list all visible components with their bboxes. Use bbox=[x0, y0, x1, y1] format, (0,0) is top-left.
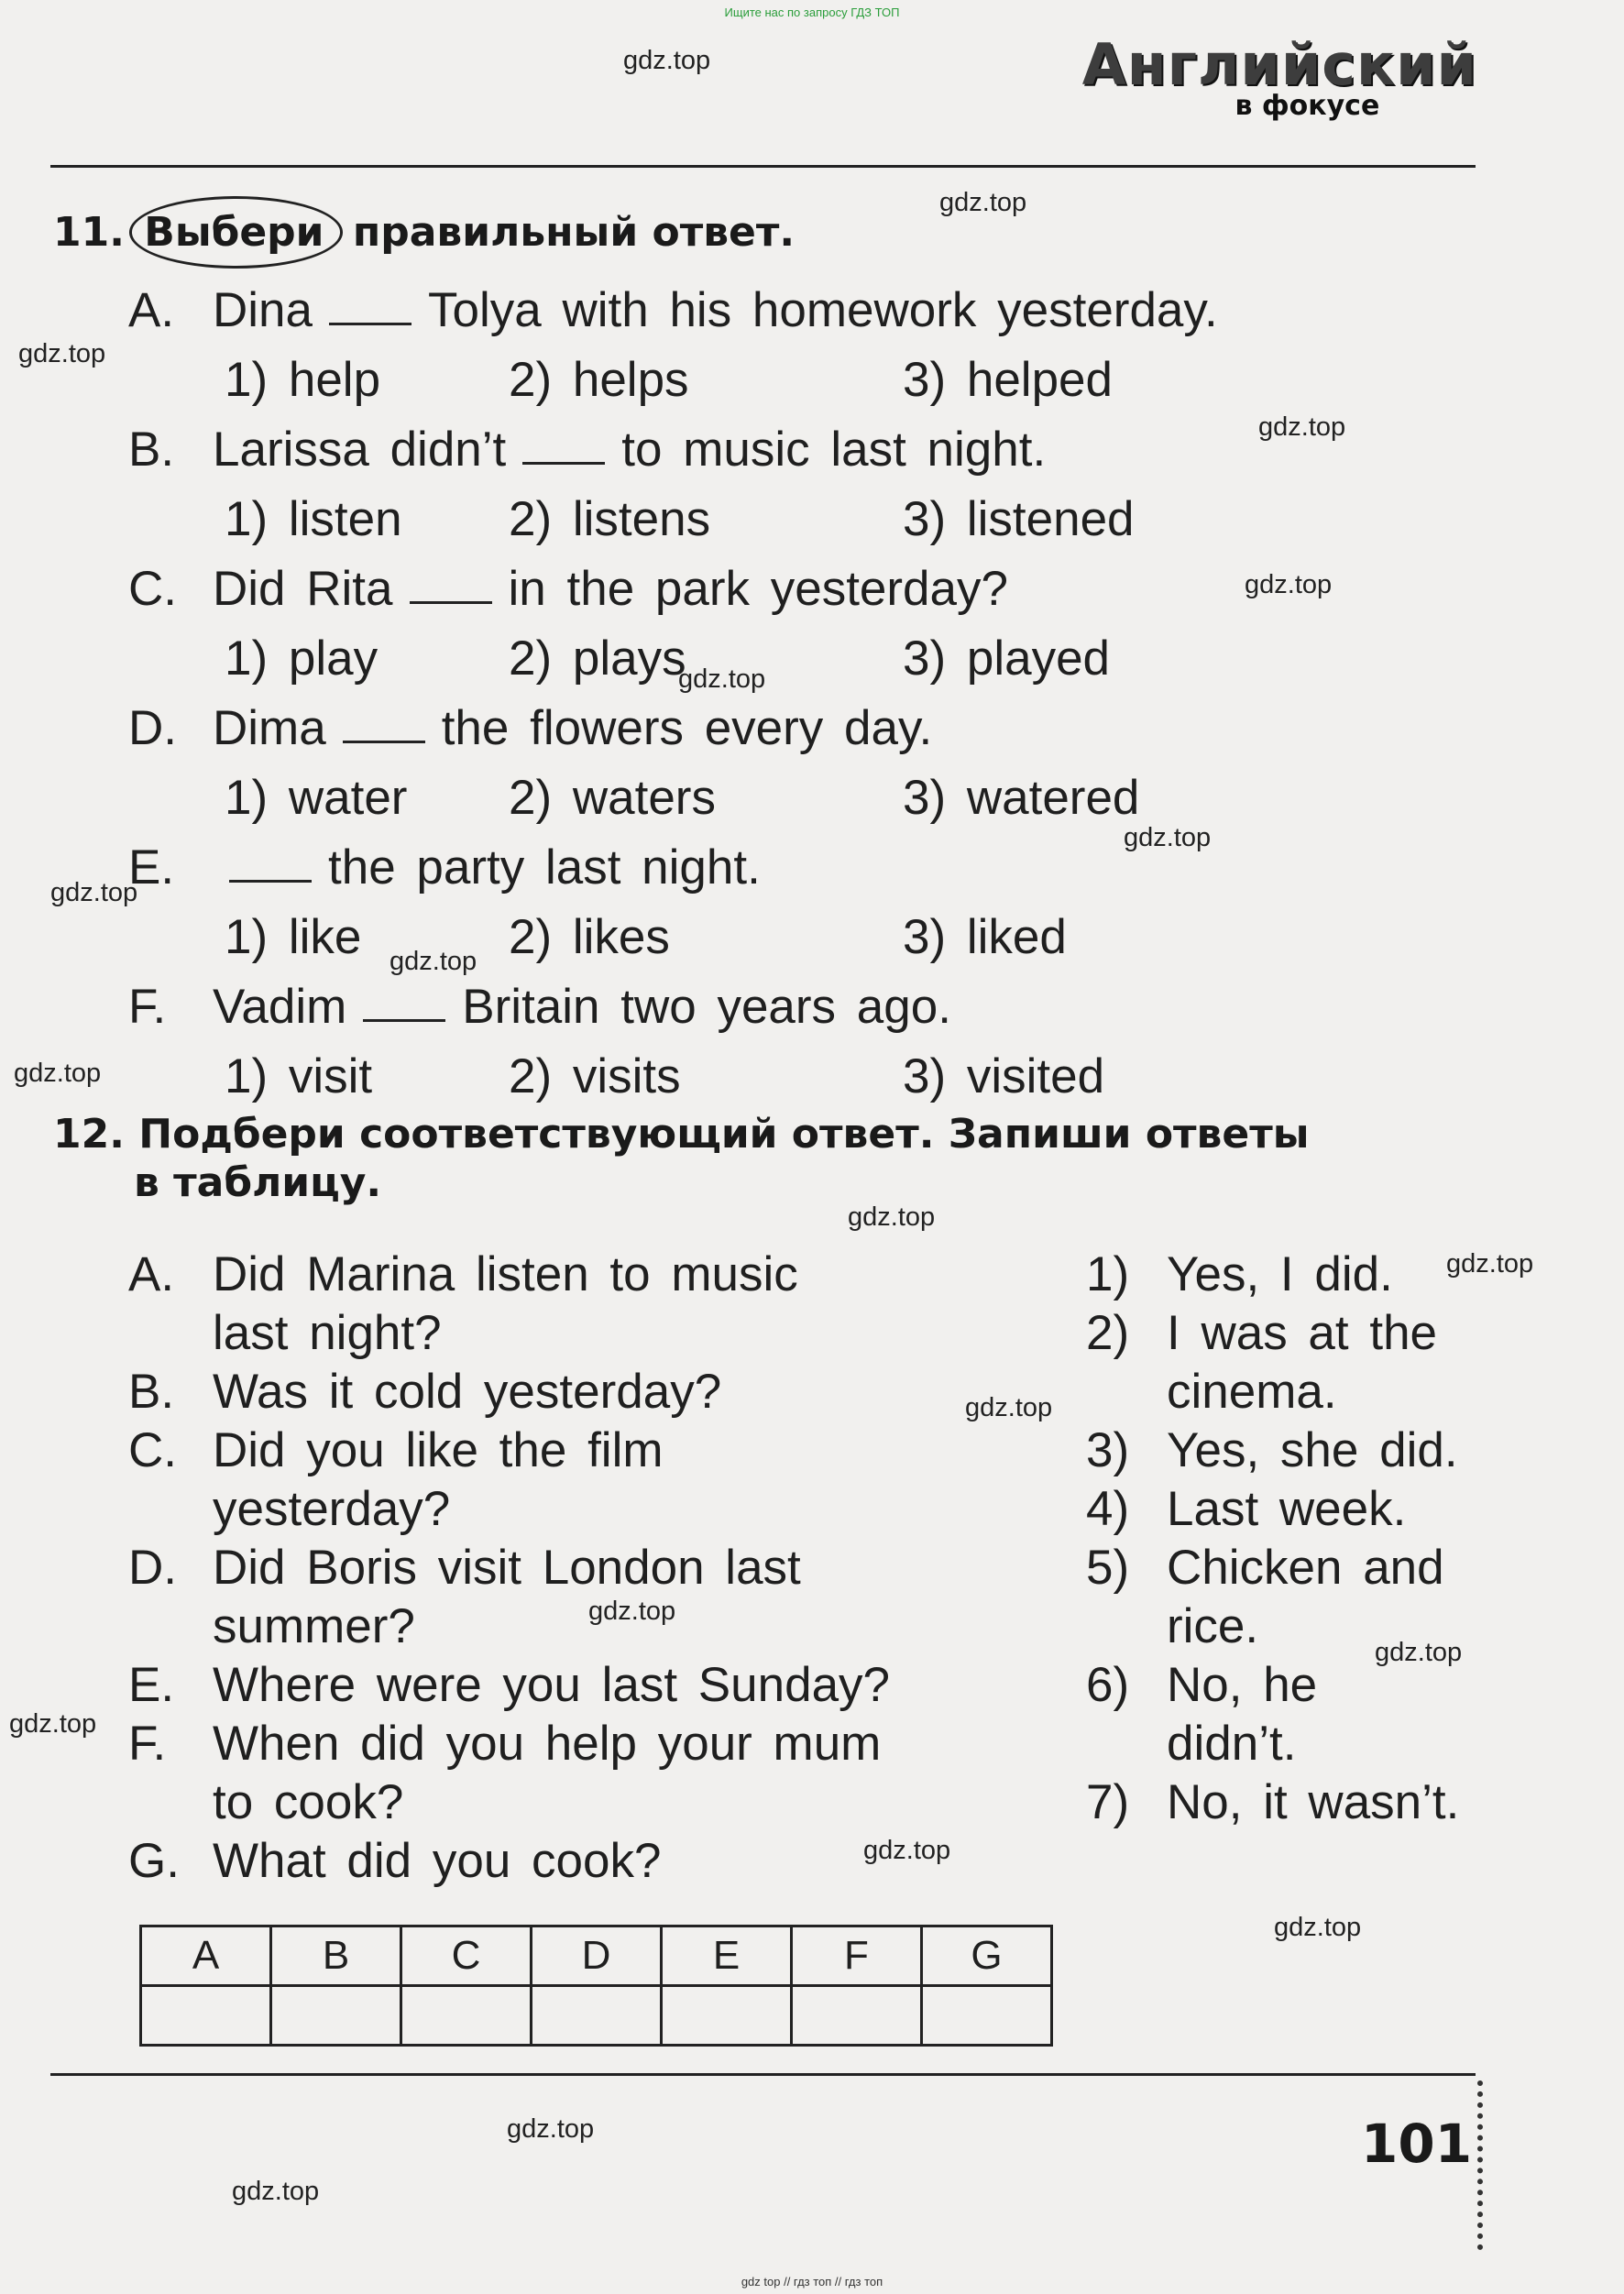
item-letter: B. bbox=[128, 1364, 175, 1419]
task-12-title bbox=[53, 1111, 1310, 1208]
watermark: gdz.top bbox=[507, 2114, 595, 2144]
answer-line bbox=[1086, 1362, 1459, 1421]
page-edge-dots bbox=[1477, 2080, 1488, 2250]
answer-text: No, he bbox=[1167, 1657, 1318, 1712]
answer-blank bbox=[343, 713, 425, 743]
answer-number: 4) bbox=[1086, 1481, 1130, 1536]
question-text-after: to music last night. bbox=[621, 422, 1047, 477]
page-number: 101 bbox=[1361, 2113, 1473, 2175]
task-instruction: правильный ответ. bbox=[352, 209, 796, 256]
question-text-before: Did Rita bbox=[213, 561, 393, 616]
table-header-cell: B bbox=[271, 1926, 401, 1986]
table-header-cell: E bbox=[662, 1926, 792, 1986]
question-text: When did you help your mum bbox=[213, 1716, 882, 1771]
question-text-after: the party last night. bbox=[328, 840, 761, 895]
answer-blank bbox=[229, 852, 312, 883]
watermark: gdz.top bbox=[939, 188, 1027, 217]
question-text: yesterday? bbox=[213, 1481, 451, 1536]
option: 2) likes bbox=[509, 909, 670, 964]
answer-text: rice. bbox=[1167, 1598, 1259, 1653]
logo-subtitle: в фокусе bbox=[1234, 90, 1380, 122]
answer-line bbox=[1086, 1303, 1459, 1362]
question-line bbox=[128, 971, 1485, 1041]
task-number: 12. bbox=[53, 1111, 125, 1158]
question-line bbox=[128, 693, 1485, 763]
answer-line bbox=[1086, 1773, 1459, 1831]
item-letter: D. bbox=[128, 1540, 177, 1595]
question-text-before: Larissa didn’t bbox=[213, 422, 507, 477]
table-answer-cell bbox=[532, 1986, 662, 2046]
table-answer-cell bbox=[271, 1986, 401, 2046]
bottom-note: gdz top // гдз топ // гдз топ bbox=[741, 2275, 883, 2289]
watermark: gdz.top bbox=[14, 1059, 102, 1088]
question-line bbox=[128, 1773, 890, 1831]
footer-rule bbox=[50, 2073, 1476, 2076]
watermark: gdz.top bbox=[1124, 823, 1212, 852]
table-header-cell: A bbox=[141, 1926, 271, 1986]
answer-text: cinema. bbox=[1167, 1364, 1337, 1419]
item-letter: A. bbox=[128, 282, 175, 337]
option: 3) played bbox=[903, 631, 1111, 686]
item-letter: F. bbox=[128, 979, 167, 1034]
option: 2) plays bbox=[509, 631, 686, 686]
answer-text: Chicken and bbox=[1167, 1540, 1444, 1595]
question-text: Where were you last Sunday? bbox=[213, 1657, 891, 1712]
options-line bbox=[128, 1041, 1485, 1111]
option: 3) listened bbox=[903, 491, 1135, 546]
question-line bbox=[128, 1245, 890, 1303]
option: 3) visited bbox=[903, 1048, 1105, 1103]
option: 1) water bbox=[225, 770, 408, 825]
options-line bbox=[128, 623, 1485, 693]
item-letter: B. bbox=[128, 422, 175, 477]
watermark: gdz.top bbox=[1375, 1638, 1463, 1667]
option: 3) helped bbox=[903, 352, 1114, 407]
answer-line bbox=[1086, 1421, 1459, 1479]
watermark: gdz.top bbox=[863, 1836, 951, 1865]
question-text-before: Vadim bbox=[213, 979, 347, 1034]
question-text: Did you like the film bbox=[213, 1422, 664, 1477]
question-line bbox=[128, 1714, 890, 1773]
option: 2) visits bbox=[509, 1048, 681, 1103]
answer-line bbox=[1086, 1245, 1459, 1303]
question-text-before: Dina bbox=[213, 282, 313, 337]
watermark: gdz.top bbox=[9, 1709, 97, 1739]
top-note: Ищите нас по запросу ГДЗ ТОП bbox=[724, 5, 900, 19]
item-letter: G. bbox=[128, 1833, 180, 1888]
watermark: gdz.top bbox=[678, 664, 766, 694]
watermark: gdz.top bbox=[848, 1202, 936, 1232]
table-header-cell: G bbox=[922, 1926, 1052, 1986]
question-text-after: in the park yesterday? bbox=[508, 561, 1008, 616]
item-letter: F. bbox=[128, 1716, 167, 1771]
options-line bbox=[128, 902, 1485, 971]
question-line bbox=[128, 1831, 890, 1890]
question-text-before: Dima bbox=[213, 700, 326, 755]
task-instruction-cont: в таблицу. bbox=[134, 1158, 382, 1206]
answer-text: I was at the bbox=[1167, 1305, 1438, 1360]
task-instruction: Подбери соответствующий ответ. Запиши ответы bbox=[138, 1111, 1310, 1158]
watermark: gdz.top bbox=[1446, 1249, 1534, 1279]
circled-word-oval bbox=[129, 196, 342, 269]
watermark: gdz.top bbox=[965, 1393, 1053, 1422]
logo bbox=[1081, 31, 1477, 122]
watermark: gdz.top bbox=[588, 1597, 676, 1626]
question-line bbox=[128, 1479, 890, 1538]
option: 3) watered bbox=[903, 770, 1140, 825]
question-line bbox=[128, 1655, 890, 1714]
option: 2) listens bbox=[509, 491, 711, 546]
question-text: Was it cold yesterday? bbox=[213, 1364, 722, 1419]
option: 1) visit bbox=[225, 1048, 373, 1103]
item-letter: E. bbox=[128, 1657, 175, 1712]
question-line bbox=[128, 1421, 890, 1479]
question-text-after: Tolya with his homework yesterday. bbox=[428, 282, 1218, 337]
option: 1) help bbox=[225, 352, 381, 407]
table-header-cell: C bbox=[401, 1926, 532, 1986]
option: 1) like bbox=[225, 909, 362, 964]
watermark: gdz.top bbox=[390, 947, 477, 976]
question-line bbox=[128, 1362, 890, 1421]
question-line bbox=[128, 1303, 890, 1362]
option: 1) listen bbox=[225, 491, 402, 546]
answer-text: Yes, she did. bbox=[1167, 1422, 1458, 1477]
option: 2) waters bbox=[509, 770, 716, 825]
answer-line bbox=[1086, 1714, 1459, 1773]
table-header-cell: D bbox=[532, 1926, 662, 1986]
question-text: Did Marina listen to music bbox=[213, 1246, 798, 1301]
item-letter: D. bbox=[128, 700, 177, 755]
watermark: gdz.top bbox=[1258, 412, 1346, 442]
task-number: 11. bbox=[53, 209, 125, 256]
watermark: gdz.top bbox=[1245, 570, 1333, 599]
answer-text: didn’t. bbox=[1167, 1716, 1297, 1771]
option: 2) helps bbox=[509, 352, 689, 407]
table-answer-cell bbox=[662, 1986, 792, 2046]
circled-word: Выбери bbox=[144, 209, 324, 256]
item-letter: C. bbox=[128, 561, 177, 616]
watermark: gdz.top bbox=[623, 46, 711, 75]
task-11-title bbox=[53, 209, 795, 258]
question-text-after: Britain two years ago. bbox=[462, 979, 951, 1034]
answer-number: 5) bbox=[1086, 1540, 1130, 1595]
question-text: to cook? bbox=[213, 1774, 404, 1829]
answer-number: 6) bbox=[1086, 1657, 1130, 1712]
answer-number: 1) bbox=[1086, 1246, 1130, 1301]
option: 3) liked bbox=[903, 909, 1067, 964]
options-line bbox=[128, 345, 1485, 414]
header-rule bbox=[50, 165, 1476, 168]
item-letter: C. bbox=[128, 1422, 177, 1477]
task-11-items bbox=[128, 275, 1485, 1111]
table-answer-cell bbox=[922, 1986, 1052, 2046]
question-line bbox=[128, 275, 1485, 345]
question-text: Did Boris visit London last bbox=[213, 1540, 801, 1595]
answer-blank bbox=[329, 295, 411, 325]
option: 1) play bbox=[225, 631, 379, 686]
table-answer-cell bbox=[792, 1986, 922, 2046]
task-12-answers bbox=[1086, 1245, 1459, 1831]
question-line bbox=[128, 1538, 890, 1597]
question-text: What did you cook? bbox=[213, 1833, 662, 1888]
table-answer-cell bbox=[141, 1986, 271, 2046]
question-text-after: the flowers every day. bbox=[441, 700, 933, 755]
task-12-questions bbox=[128, 1245, 890, 1890]
answer-blank bbox=[410, 574, 492, 604]
table-answer-cell bbox=[401, 1986, 532, 2046]
watermark: gdz.top bbox=[50, 878, 138, 907]
options-line bbox=[128, 484, 1485, 554]
answer-table bbox=[139, 1925, 1053, 2047]
answer-text: No, it wasn’t. bbox=[1167, 1774, 1460, 1829]
options-line bbox=[128, 763, 1485, 832]
question-text: summer? bbox=[213, 1598, 415, 1653]
answer-text: Last week. bbox=[1167, 1481, 1407, 1536]
question-line bbox=[128, 1597, 890, 1655]
item-letter: A. bbox=[128, 1246, 175, 1301]
item-letter: E. bbox=[128, 840, 175, 895]
question-line bbox=[128, 832, 1485, 902]
answer-number: 7) bbox=[1086, 1774, 1130, 1829]
watermark: gdz.top bbox=[18, 339, 106, 368]
answer-line bbox=[1086, 1538, 1459, 1597]
logo-title: Английский bbox=[1081, 31, 1477, 98]
table-header-cell: F bbox=[792, 1926, 922, 1986]
watermark: gdz.top bbox=[1274, 1913, 1362, 1942]
question-text: last night? bbox=[213, 1305, 442, 1360]
answer-number: 3) bbox=[1086, 1422, 1130, 1477]
answer-blank bbox=[363, 992, 445, 1022]
answer-text: Yes, I did. bbox=[1167, 1246, 1393, 1301]
answer-blank bbox=[522, 434, 605, 465]
answer-line bbox=[1086, 1479, 1459, 1538]
answer-number: 2) bbox=[1086, 1305, 1130, 1360]
watermark: gdz.top bbox=[232, 2177, 320, 2206]
